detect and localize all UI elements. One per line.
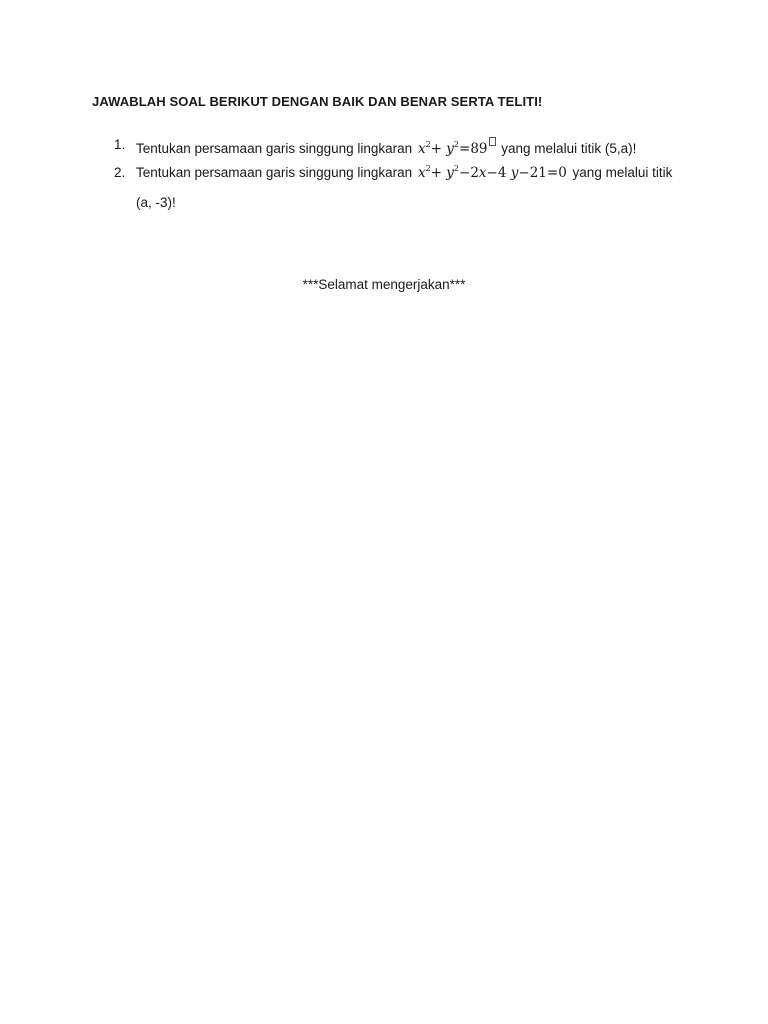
math-plus: + bbox=[430, 165, 442, 181]
question-prefix: Tentukan persamaan garis singgung lingkaran bbox=[136, 165, 413, 180]
circle-equation bbox=[416, 165, 569, 181]
question-number: 2. bbox=[114, 165, 126, 180]
math-term: −21=0 bbox=[518, 165, 567, 181]
math-var-y: y bbox=[446, 165, 454, 181]
math-var-x: x bbox=[417, 141, 426, 157]
question-suffix: yang melalui titik bbox=[572, 165, 673, 180]
math-var-x: x bbox=[417, 165, 426, 181]
closing-message: ***Selamat mengerjakan*** bbox=[302, 277, 466, 292]
question-suffix: yang melalui titik (5,a)! bbox=[501, 141, 637, 156]
math-exponent: 2 bbox=[453, 164, 460, 173]
math-plus: + bbox=[430, 141, 442, 157]
math-term: −4 bbox=[486, 165, 507, 181]
math-term: −2 bbox=[459, 165, 479, 181]
question-text bbox=[136, 165, 672, 181]
math-rest: =89 bbox=[459, 141, 488, 157]
question-2-continuation: (a, -3)! bbox=[136, 195, 176, 210]
math-var-x: x bbox=[478, 165, 487, 181]
question-text bbox=[136, 137, 636, 157]
instruction-heading: JAWABLAH SOAL BERIKUT DENGAN BAIK DAN BENAR SERTA TELITI! bbox=[92, 94, 543, 109]
math-exponent: 2 bbox=[425, 164, 431, 173]
math-exponent: 2 bbox=[453, 140, 460, 149]
math-exponent: 2 bbox=[425, 140, 431, 149]
circle-equation bbox=[416, 141, 498, 157]
question-prefix: Tentukan persamaan garis singgung lingkaran bbox=[136, 141, 413, 156]
missing-glyph-box bbox=[489, 137, 496, 146]
math-var-y: y bbox=[446, 141, 454, 157]
question-number: 1. bbox=[114, 137, 126, 152]
math-var-y: y bbox=[510, 165, 519, 181]
